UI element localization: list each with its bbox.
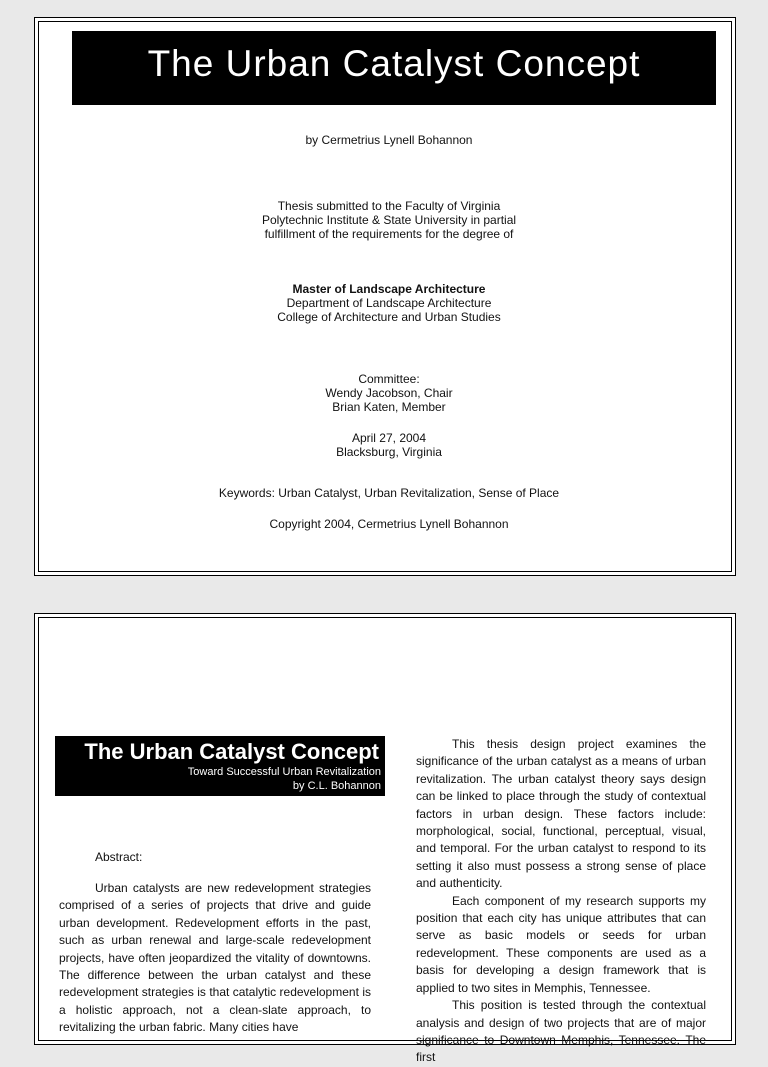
committee-member: Brian Katen, Member <box>332 400 446 414</box>
body-paragraph: This position is tested through the contextual analysis and design of two projects that are of major significance to Downtown Memphis, Tennessee. The first <box>416 998 706 1065</box>
submission-date: April 27, 2004 <box>351 431 427 445</box>
date-place-block <box>39 431 739 459</box>
copyright: Copyright 2004, Cermetrius Lynell Bohannon <box>269 517 509 531</box>
abstract-subtitle: Toward Successful Urban Revitalization <box>187 766 381 778</box>
college-name: College of Architecture and Urban Studies <box>277 310 501 324</box>
department-name: Department of Landscape Architecture <box>286 296 492 310</box>
cover-page <box>34 17 736 576</box>
body-paragraph: Each component of my research supports my position that each city has unique attributes that can serve as basic models or seeds for urban redevelopment. These components are used as a basis for developing a design framework that is applied to two sites in Memphis, Tennessee. <box>416 893 706 995</box>
committee-member: Wendy Jacobson, Chair <box>325 386 453 400</box>
abstract-label: Abstract: <box>95 850 143 864</box>
abstract-title-block <box>55 736 385 796</box>
cover-page-frame <box>38 21 732 572</box>
right-column <box>416 736 706 1067</box>
degree-name: Master of Landscape Architecture <box>292 282 486 296</box>
committee-block <box>39 372 739 414</box>
cover-author <box>39 133 739 147</box>
abstract-page-frame <box>38 617 732 1065</box>
keywords-line <box>39 486 739 500</box>
copyright-line <box>39 517 739 531</box>
left-column <box>59 880 371 1037</box>
abstract-byline: by C.L. Bohannon <box>292 780 381 792</box>
abstract-title: The Urban Catalyst Concept <box>84 739 379 764</box>
abstract-page <box>34 613 736 1065</box>
submission-line: fulfillment of the requirements for the degree of <box>264 227 514 241</box>
cover-title: The Urban Catalyst Concept <box>72 31 716 105</box>
committee-label: Committee: <box>358 372 420 386</box>
degree-block <box>39 282 739 324</box>
author-line: by Cermetrius Lynell Bohannon <box>305 133 473 147</box>
body-paragraph: This thesis design project examines the significance of the urban catalyst as a means of urban revitalization. The urban catalyst theory says design can be linked to place through the study of contextual factors in urban design. These factors include: morphological, social, functional, perceptual, visual, and temporal. For the urban catalyst to respond to its setting it also must possess a strong sense of place and authenticity. <box>416 737 706 891</box>
submission-place: Blacksburg, Virginia <box>336 445 442 459</box>
keywords: Keywords: Urban Catalyst, Urban Revitalization, Sense of Place <box>218 486 560 500</box>
submission-line: Polytechnic Institute & State University in partial <box>261 213 517 227</box>
submission-block <box>39 199 739 241</box>
submission-line: Thesis submitted to the Faculty of Virginia <box>277 199 501 213</box>
abstract-paragraph: Urban catalysts are new redevelopment strategies comprised of a series of projects that drive and guide urban development. Redevelopment efforts in the past, such as urban renewal and large-scale redevelopment projects, have often jeopardized the vitality of downtowns. The difference between the urban catalyst and these redevelopment strategies is that catalytic redevelopment is a holistic approach, not a clean-slate approach, to revitalizing the urban fabric. Many cities have <box>59 881 371 1035</box>
